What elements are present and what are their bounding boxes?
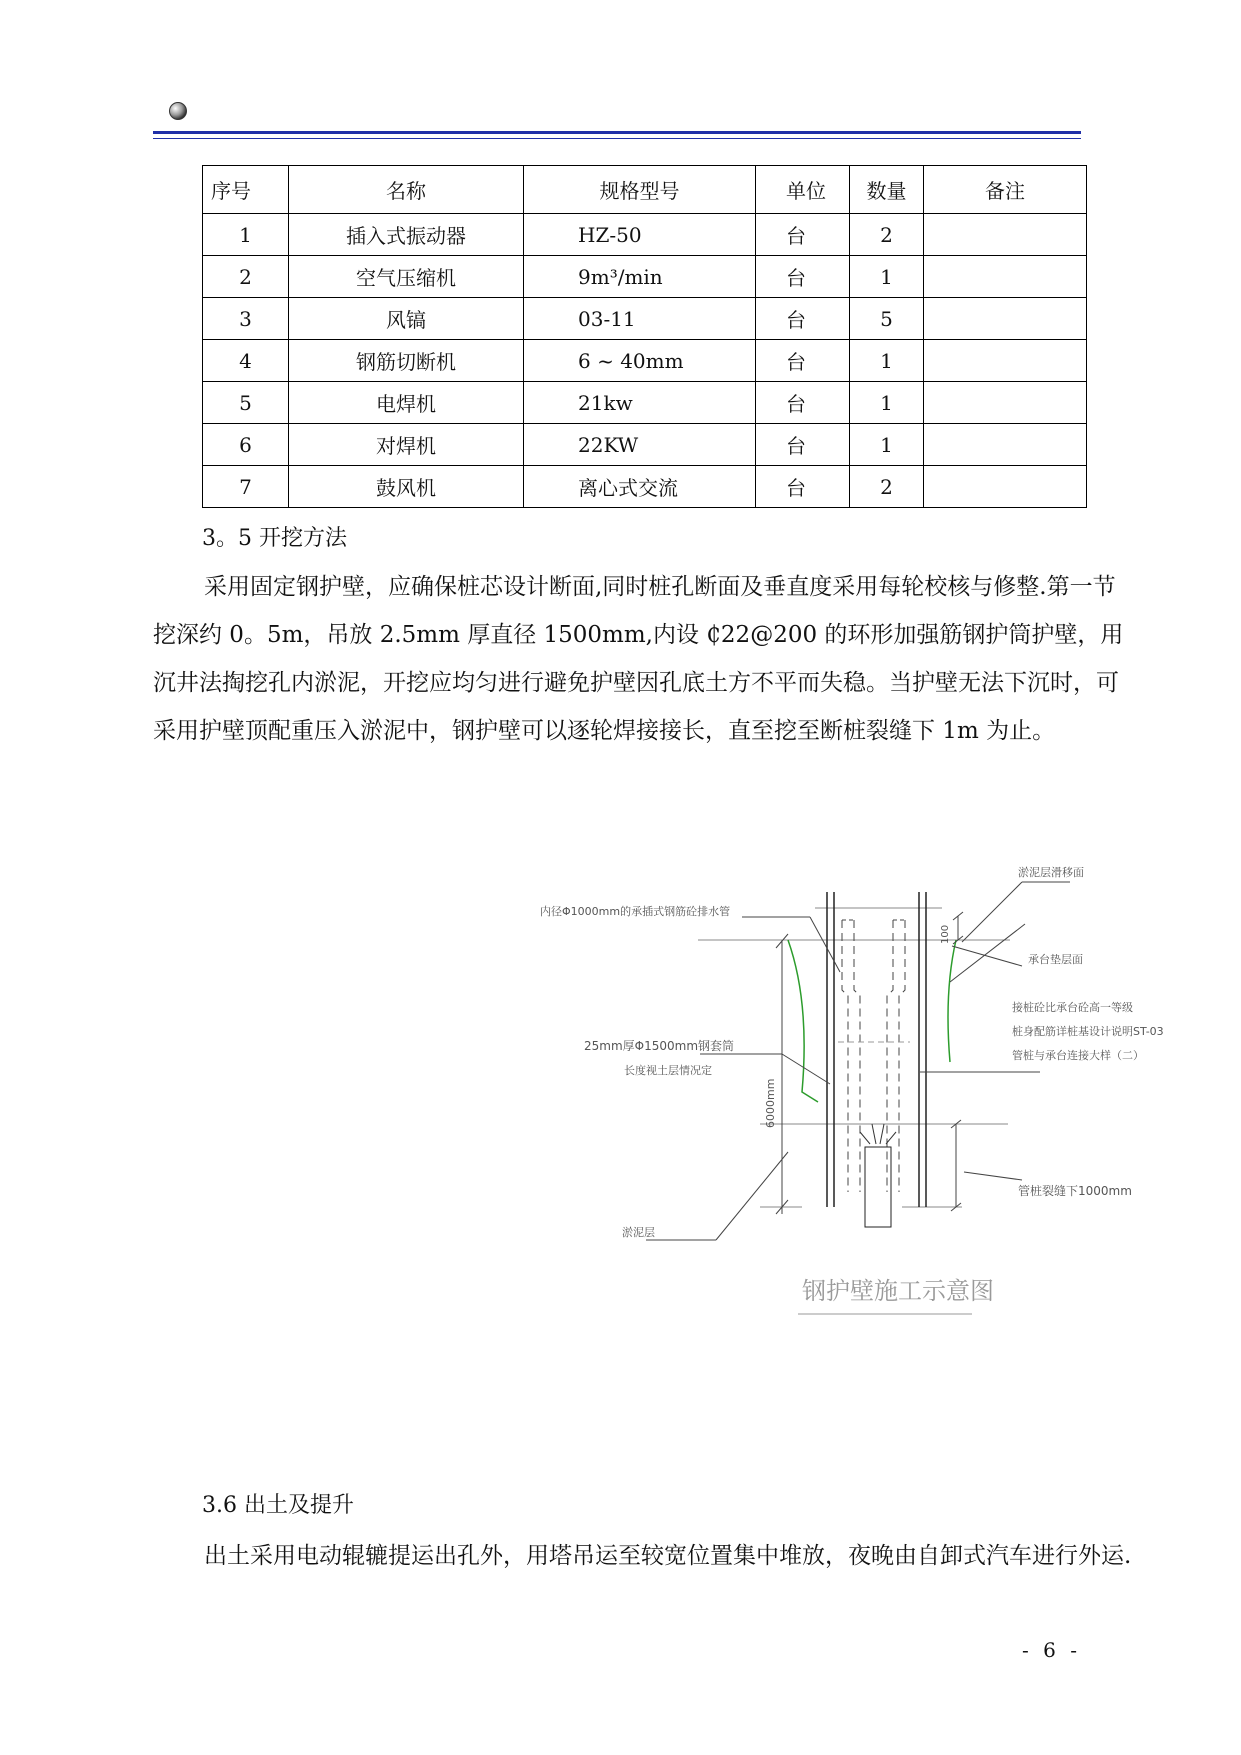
header-cell: 单位 [756,166,850,214]
section-paragraph: 采用固定钢护壁，应确保桩芯设计断面,同时桩孔断面及垂直度采用每轮校核与修整.第一节挖深约 0。5m，吊放 2.5mm 厚直径 1500mm,内设 ₵22@200 的环形加强筋钢护筒护壁，用沉井法掏挖孔内淤泥，开挖应均匀进行避免护壁因孔底土方不平而失稳。当护壁无法下沉时，可采用护壁顶配重压入淤泥中，钢护壁可以逐轮焊接接长，直至挖至断桩裂缝下 1m 为止。 [153,574,1124,744]
row-number: 4 [203,340,289,382]
row-number: 1 [203,214,289,256]
label-below-crack: 管桩裂缝下1000mm [1018,1184,1132,1198]
label-cushion: 承台垫层面 [1028,953,1083,966]
equipment-unit: 台 [756,382,850,424]
diagram-caption: 钢护壁施工示意图 [802,1277,994,1305]
row-number: 3 [203,298,289,340]
equipment-qty: 2 [850,466,924,508]
steel-casing-diagram [540,862,1210,1322]
equipment-spec: 6 ~ 40mm [524,340,756,382]
table-row [203,382,1087,424]
label-dim-top: 100 [940,924,951,944]
equipment-unit: 台 [756,466,850,508]
equipment-remark [924,214,1087,256]
equipment-qty: 1 [850,382,924,424]
equipment-remark [924,298,1087,340]
equipment-remark [924,382,1087,424]
equipment-name: 对焊机 [289,424,524,466]
equipment-spec: 21kw [524,382,756,424]
row-number: 5 [203,382,289,424]
equipment-spec: 9m³/min [524,256,756,298]
label-drain-pipe: 内径Φ1000mm的承插式钢筋砼排水管 [540,905,731,918]
header-cell: 序号 [203,166,289,214]
table-row [203,256,1087,298]
header-cell: 规格型号 [524,166,756,214]
equipment-name: 插入式振动器 [289,214,524,256]
equipment-remark [924,340,1087,382]
row-number: 6 [203,424,289,466]
header-cell: 备注 [924,166,1087,214]
equipment-remark [924,466,1087,508]
label-note1: 接桩砼比承台砼高一等级 [1012,1001,1133,1014]
label-casing-length: 长度视土层情况定 [624,1064,712,1077]
label-casing: 25mm厚Φ1500mm钢套筒 [584,1039,735,1053]
header-rule-thick [153,131,1081,134]
label-note3: 管桩与承台连接大样（二） [1012,1049,1144,1062]
label-silt: 淤泥层 [622,1226,655,1239]
equipment-qty: 1 [850,340,924,382]
equipment-remark [924,256,1087,298]
section-heading: 3.6 出土及提升 [202,1493,354,1518]
equipment-unit: 台 [756,298,850,340]
equipment-name: 风镐 [289,298,524,340]
equipment-name: 电焊机 [289,382,524,424]
equipment-table [202,165,1087,508]
label-sliding-surface: 淤泥层滑移面 [1018,866,1084,879]
table-row [203,214,1087,256]
table-row [203,340,1087,382]
table-header-row [203,166,1087,214]
table-row [203,466,1087,508]
equipment-qty: 5 [850,298,924,340]
section-heading: 3。5 开挖方法 [202,526,347,551]
equipment-qty: 1 [850,424,924,466]
label-depth: 6000mm [764,1078,777,1128]
equipment-name: 空气压缩机 [289,256,524,298]
header-cell: 数量 [850,166,924,214]
equipment-unit: 台 [756,256,850,298]
equipment-name: 鼓风机 [289,466,524,508]
equipment-spec: 22KW [524,424,756,466]
equipment-spec: 离心式交流 [524,466,756,508]
equipment-name: 钢筋切断机 [289,340,524,382]
equipment-spec: HZ-50 [524,214,756,256]
row-number: 7 [203,466,289,508]
section-paragraph: 出土采用电动辊辘提运出孔外，用塔吊运至较宽位置集中堆放，夜晚由自卸式汽车进行外运. [204,1543,1132,1569]
page-number: - 6 - [1022,1638,1081,1662]
equipment-qty: 2 [850,214,924,256]
table-row [203,298,1087,340]
equipment-qty: 1 [850,256,924,298]
table-row [203,424,1087,466]
circle-bullet-icon [168,101,188,121]
equipment-unit: 台 [756,424,850,466]
equipment-spec: 03-11 [524,298,756,340]
equipment-remark [924,424,1087,466]
equipment-unit: 台 [756,340,850,382]
equipment-unit: 台 [756,214,850,256]
header-rule-thin [153,138,1081,139]
label-note2: 桩身配筋详桩基设计说明ST-03 [1012,1025,1164,1038]
row-number: 2 [203,256,289,298]
header-cell: 名称 [289,166,524,214]
